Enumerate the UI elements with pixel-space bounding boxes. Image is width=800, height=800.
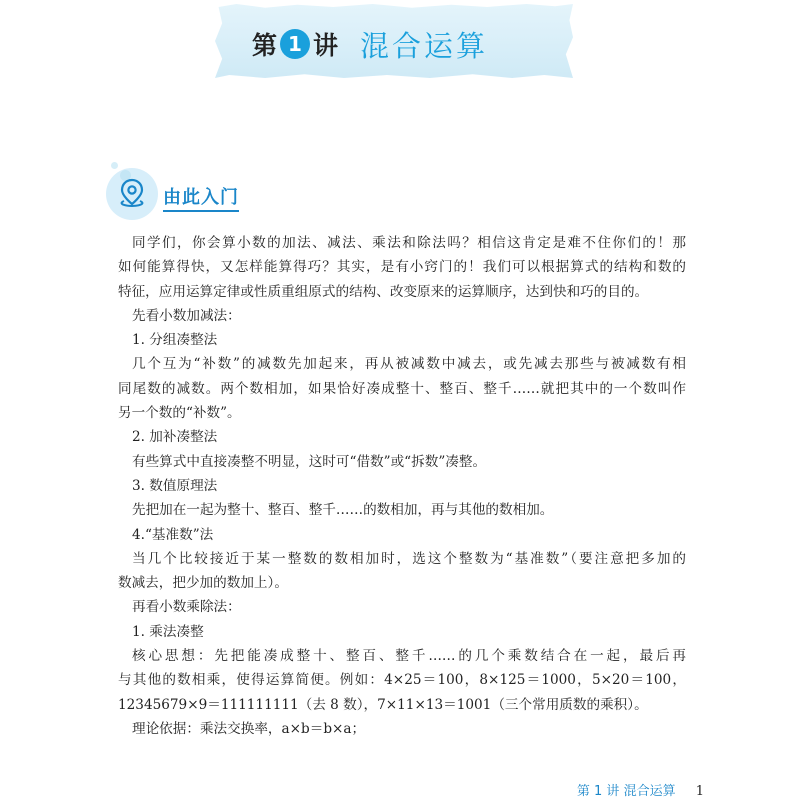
paragraph-line: 另一个数的“补数”。: [118, 405, 241, 422]
paragraph-line: 先把加在一起为整十、整百、整千……的数相加，再与其他的数相加。: [132, 502, 554, 519]
paragraph-line: 与其他的数相乘，使得运算简便。例如：4×25＝100，8×125＝1000，5×20＝100，: [118, 672, 686, 689]
lecture-name: 混合运算: [360, 28, 489, 63]
paragraph-line: 当几个比较接近于某一整数的数相加时，选这个整数为“基准数”（要注意把多加的: [132, 550, 686, 567]
subheading: 4.“基准数”法: [132, 526, 214, 543]
paragraph-line: 再看小数乘除法：: [132, 599, 241, 616]
paragraph-line: 有些算式中直接凑整不明显，这时可“借数”或“拆数”凑整。: [132, 453, 487, 470]
paragraph-line: 同学们，你会算小数的加法、减法、乘法和除法吗？相信这肯定是难不住你们的！那: [132, 235, 686, 251]
lecture-suffix: 讲: [313, 31, 339, 60]
subheading: 3. 数值原理法: [132, 477, 218, 494]
decor-dot: [111, 162, 118, 169]
footer-lecture: 第 1 讲: [576, 784, 620, 799]
page-number: 1: [695, 784, 704, 799]
page-footer: [577, 780, 704, 799]
subheading: 1. 乘法凑整: [132, 623, 204, 640]
subheading: 1. 分组凑整法: [132, 332, 218, 349]
section-heading: [106, 160, 306, 220]
body-text: [118, 231, 686, 741]
paragraph-line: 如何能算得快，又怎样能算得巧？其实，是有小窍门的！我们可以根据算式的结构和数的: [118, 259, 686, 276]
subheading: 2. 加补凑整法: [132, 429, 218, 446]
paragraph-line: 特征，应用运算定律或性质重组原式的结构、改变原来的运算顺序，达到快和巧的目的。: [118, 283, 649, 300]
paragraph-line: 理论依据：乘法交换率，a×b＝b×a；: [132, 720, 366, 737]
paragraph-line: 数减去，把少加的数加上）。: [118, 575, 288, 592]
location-pin-icon: [118, 178, 146, 208]
paragraph-line: 同尾数的减数。两个数相加，如果恰好凑成整十、整百、整千……就把其中的一个数叫作: [118, 380, 686, 397]
paragraph-line: 12345679×9＝111111111（去 8 数），7×11×13＝1001（三个常用质数的乘积）。: [118, 696, 648, 713]
lecture-number-badge: 1: [280, 29, 310, 59]
paragraph-line: 核心思想：先把能凑成整十、整百、整千……的几个乘数结合在一起，最后再: [132, 648, 686, 665]
paragraph-line: 几个互为“补数”的减数先加起来，再从被减数中减去，或先减去那些与被减数有相: [132, 356, 686, 373]
lecture-title: [252, 24, 488, 64]
section-title: 由此入门: [163, 183, 239, 212]
footer-lecture-name: 混合运算: [623, 784, 676, 799]
paragraph-line: 先看小数加减法：: [132, 307, 241, 324]
lecture-prefix: 第: [252, 31, 278, 60]
